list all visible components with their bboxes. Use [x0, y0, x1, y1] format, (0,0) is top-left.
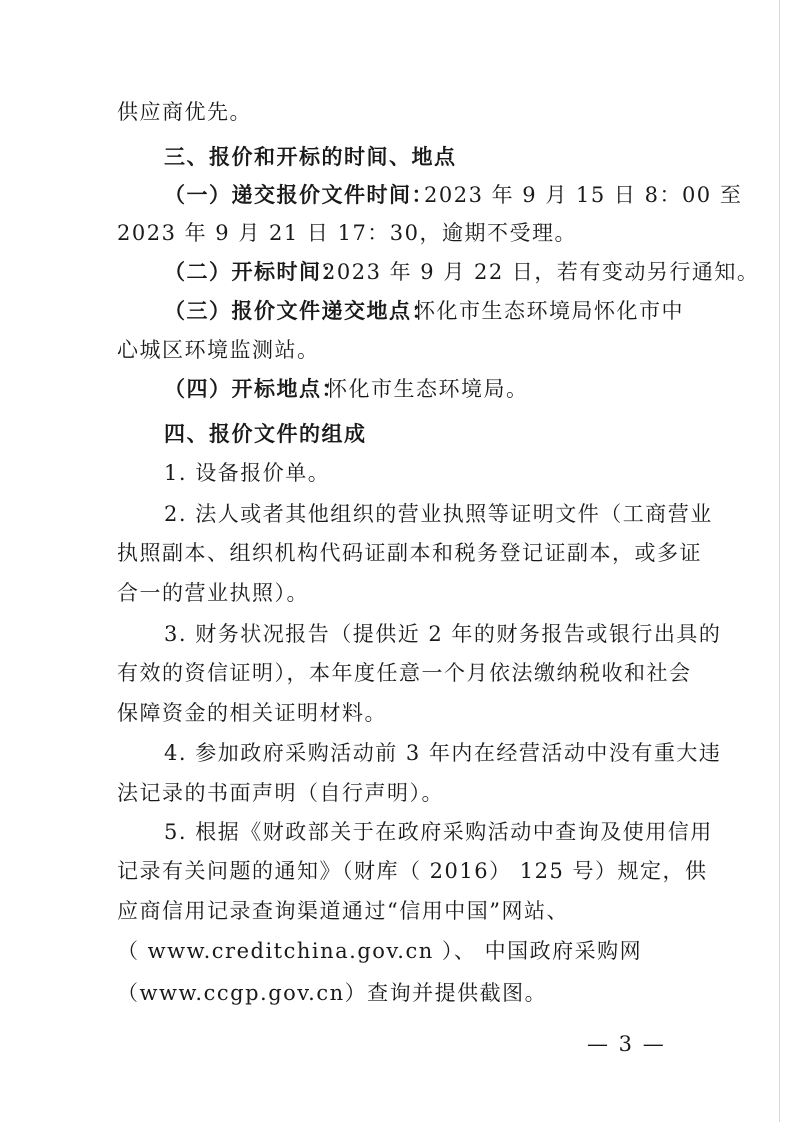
- text-line: 怀化市生态环境局。: [326, 377, 529, 401]
- text-line: 法记录的书面声明（自行声明）。: [117, 781, 444, 805]
- text-line: 记录有关问题的通知》（财库（ 2016） 125 号）规定，供: [117, 859, 708, 883]
- text-line: （www.ccgp.gov.cn）查询并提供截图。: [117, 981, 548, 1005]
- scan-edge-line: [779, 0, 780, 1122]
- text-line: 合一的营业执照）。: [117, 581, 309, 605]
- text-line: 供应商优先。: [117, 100, 252, 124]
- text-line: 2. 法人或者其他组织的营业执照等证明文件（工商营业: [164, 502, 713, 526]
- section-heading: 三、报价和开标的时间、地点: [164, 144, 457, 169]
- text-line: （ www.creditchina.gov.cn ）、 中国政府采购网: [117, 939, 643, 963]
- item-label: （二）开标时间：: [164, 259, 344, 284]
- item-label: （一）递交报价文件时间：: [164, 182, 434, 207]
- text-line: 2023 年 9 月 21 日 17：30，逾期不受理。: [117, 221, 578, 245]
- text-line: 2023 年 9 月 15 日 8：00 至: [424, 183, 743, 207]
- item-label: （三）报价文件递交地点：: [164, 298, 434, 323]
- text-line: 3. 财务状况报告（提供近 2 年的财务报告或银行出具的: [164, 622, 722, 646]
- text-line: 有效的资信证明），本年度任意一个月依法缴纳税收和社会: [117, 661, 692, 685]
- text-line: 执照副本、组织机构代码证副本和税务登记证副本，或多证: [117, 541, 702, 565]
- text-line: 应商信用记录查询渠道通过“信用中国”网站、: [117, 899, 569, 923]
- text-line: 怀化市生态环境局怀化市中: [414, 299, 684, 323]
- text-line: 2023 年 9 月 22 日，若有变动另行通知。: [322, 260, 760, 284]
- item-label: （四）开标地点：: [164, 376, 344, 401]
- page-number: — 3 —: [587, 1032, 666, 1056]
- text-line: 心城区环境监测站。: [117, 338, 320, 362]
- section-heading: 四、报价文件的组成: [164, 421, 367, 446]
- text-line: 5. 根据《财政部关于在政府采购活动中查询及使用信用: [164, 820, 713, 844]
- text-line: 1. 设备报价单。: [164, 461, 331, 485]
- text-line: 4. 参加政府采购活动前 3 年内在经营活动中没有重大违: [164, 741, 722, 765]
- text-line: 保障资金的相关证明材料。: [117, 701, 387, 725]
